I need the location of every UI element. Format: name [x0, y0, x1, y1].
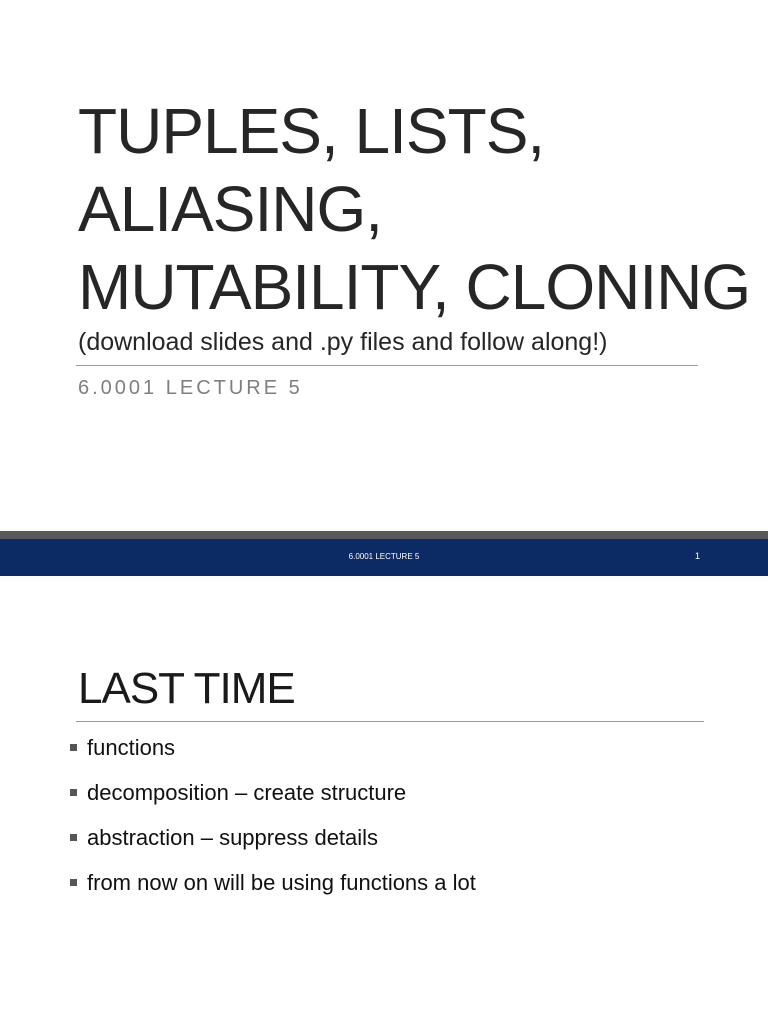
slide-2: [0, 576, 768, 1024]
slide-page-number: 1: [694, 551, 700, 561]
bullet-list: [70, 732, 476, 912]
slide-footer: [0, 539, 768, 576]
square-bullet-icon: [70, 834, 77, 841]
footer-text: 6.0001 LECTURE 5: [348, 552, 420, 561]
divider-line: [76, 365, 698, 366]
list-item: [70, 867, 476, 912]
slide-subtitle: (download slides and .py files and follow along!): [78, 328, 608, 356]
square-bullet-icon: [70, 744, 77, 751]
slide-title-line: MUTABILITY, CLONING: [78, 251, 751, 323]
lecture-label: 6.0001 LECTURE 5: [78, 377, 303, 399]
slide-title: [78, 92, 750, 326]
footer-stripe: [0, 531, 768, 539]
bullet-text: functions: [87, 735, 176, 760]
slide-heading: LAST TIME: [78, 664, 295, 713]
list-item: [70, 732, 476, 777]
divider-line: [76, 721, 704, 722]
bullet-text: from now on will be using functions a lot: [87, 870, 476, 895]
bullet-text: decomposition – create structure: [87, 780, 407, 805]
list-item: [70, 822, 476, 867]
list-item: [70, 777, 476, 822]
bullet-text: abstraction – suppress details: [87, 825, 379, 850]
square-bullet-icon: [70, 789, 77, 796]
slide-title-line: TUPLES, LISTS,: [78, 95, 545, 167]
square-bullet-icon: [70, 879, 77, 886]
slide-title-line: ALIASING,: [78, 173, 382, 245]
